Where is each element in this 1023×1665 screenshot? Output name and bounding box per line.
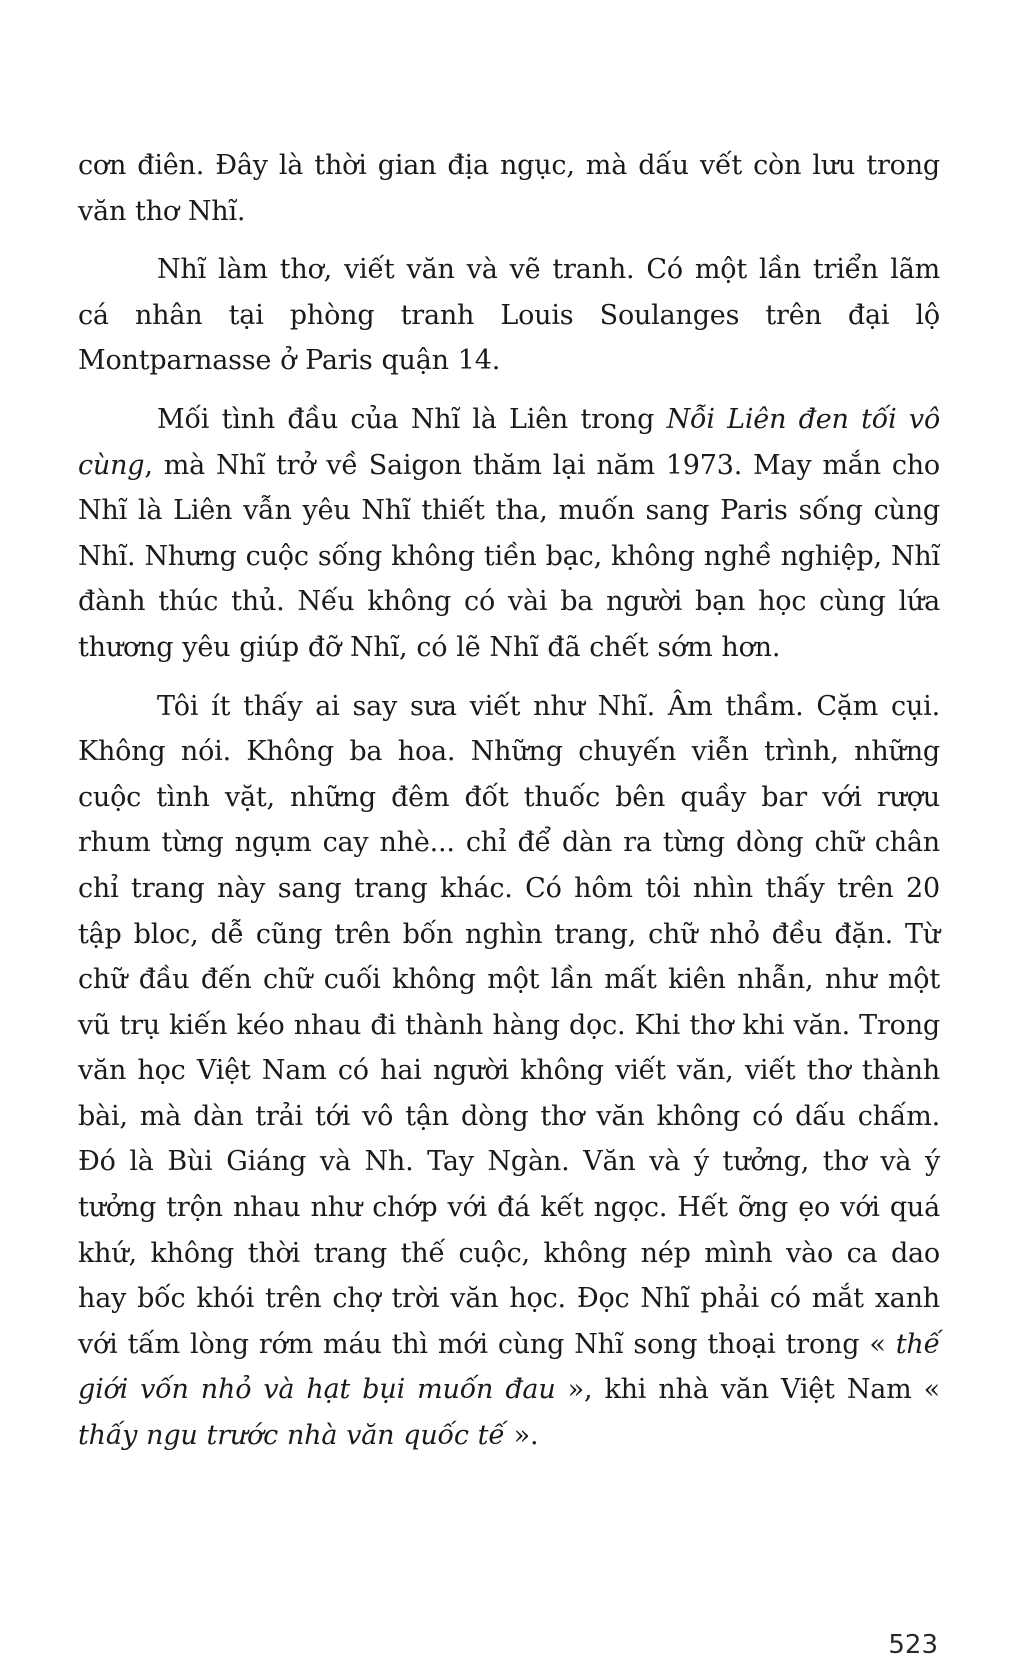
- paragraph-1-text: cơn điên. Đây là thời gian địa ngục, mà dấu vết còn lưu trong văn thơ Nhĩ.: [78, 150, 940, 227]
- quote-italic-1: thế giới vốn nhỏ và hạt bụi muốn đau: [78, 1328, 940, 1406]
- paragraph-3: [78, 397, 940, 671]
- book-title-italic: Nỗi Liên đen tối vô cùng: [78, 403, 940, 481]
- paragraph-3-text-b: , mà Nhĩ trở về Saigon thăm lại năm 1973. May mắn cho Nhĩ là Liên vẫn yêu Nhĩ thiết tha, muốn sang Paris sống cùng Nhĩ. Nhưng cuộc sống không tiền bạc, không nghề nghiệp, Nhĩ đành thúc thủ. Nếu không có vài ba người bạn học cùng lứa thương yêu giúp đỡ Nhĩ, có lẽ Nhĩ đã chết sớm hơn.: [78, 449, 940, 663]
- page-body: [78, 143, 940, 1472]
- quote-italic-2: thấy ngu trước nhà văn quốc tế: [78, 1420, 505, 1452]
- paragraph-3-text-a: Mối tình đầu của Nhĩ là Liên trong: [157, 403, 667, 435]
- paragraph-4-text-b: », khi nhà văn Việt Nam «: [555, 1374, 940, 1406]
- page-number: 523: [888, 1630, 938, 1660]
- paragraph-4: [78, 684, 940, 1459]
- paragraph-4-text-a: Tôi ít thấy ai say sưa viết như Nhĩ. Âm thầm. Cặm cụi. Không nói. Không ba hoa. Những chuyến viễn trình, những cuộc tình vặt, những đêm đốt thuốc bên quầy bar với rượu rhum từng ngụm cay nhè... chỉ để dàn ra từng dòng chữ chân chỉ trang này sang trang khác. Có hôm tôi nhìn thấy trên 20 tập bloc, dễ cũng trên bốn nghìn trang, chữ nhỏ đều đặn. Từ chữ đầu đến chữ cuối không một lần mất kiên nhẫn, như một vũ trụ kiến kéo nhau đi thành hàng dọc. Khi thơ khi văn. Trong văn học Việt Nam có hai người không viết văn, viết thơ thành bài, mà dàn trải tới vô tận dòng thơ văn không có dấu chấm. Đó là Bùi Giáng và Nh. Tay Ngàn. Văn và ý tưởng, thơ và ý tưởng trộn nhau như chớp với đá kết ngọc. Hết ỡng ẹo với quá khứ, không thời trang thế cuộc, không nép mình vào ca dao hay bốc khói trên chợ trời văn học. Đọc Nhĩ phải có mắt xanh với tấm lòng rớm máu thì mới cùng Nhĩ song thoại trong «: [78, 690, 940, 1360]
- paragraph-1: [78, 143, 940, 234]
- paragraph-2: [78, 247, 940, 384]
- paragraph-4-text-c: ».: [504, 1420, 539, 1452]
- paragraph-2-text: Nhĩ làm thơ, viết văn và vẽ tranh. Có một lần triển lãm cá nhân tại phòng tranh Louis Soulanges trên đại lộ Montparnasse ở Paris quận 14.: [78, 254, 940, 377]
